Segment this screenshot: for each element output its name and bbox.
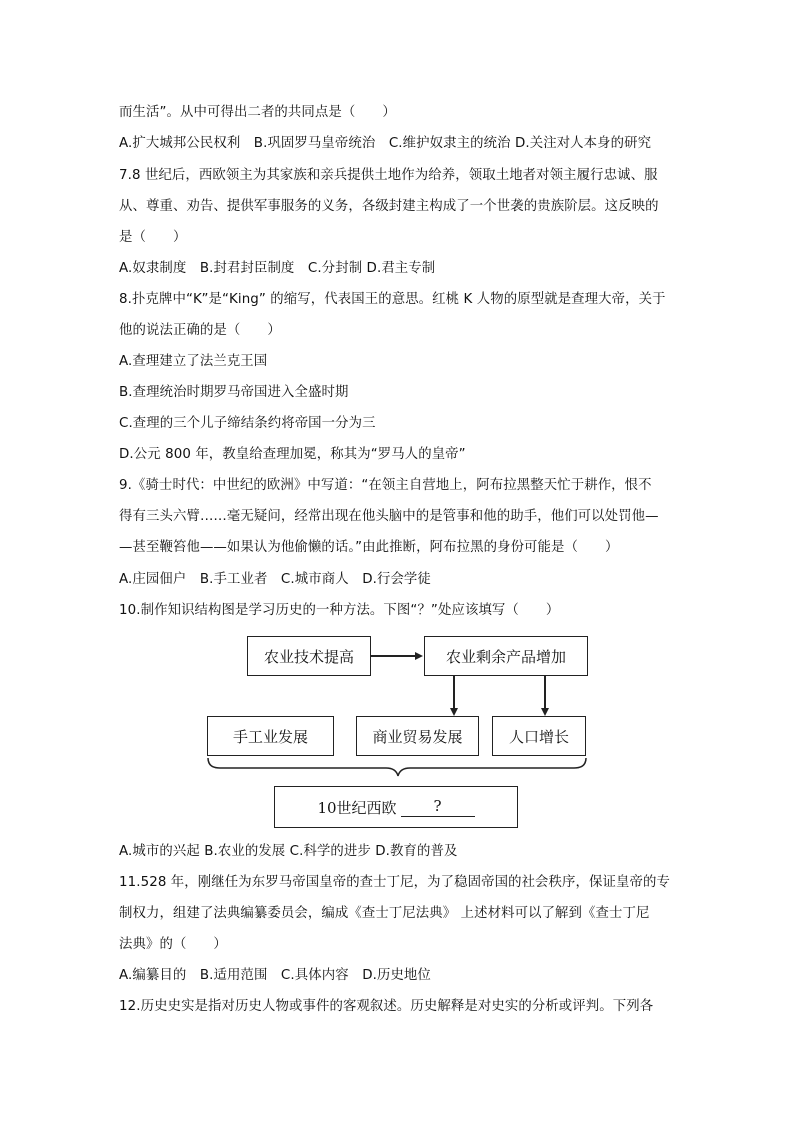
q8-option-c: C.查理的三个儿子缔结条约将帝国一分为三 xyxy=(119,416,376,431)
q7-stem-2: 从、尊重、劝告、提供军事服务的义务，各级封建主构成了一个世袭的贵族阶层。这反映的 xyxy=(119,199,659,214)
box-result xyxy=(274,786,518,828)
q9-options: A.庄园佃户 B.手工业者 C.城市商人 D.行会学徒 xyxy=(119,572,431,587)
q11-stem-3: 法典》的（ ） xyxy=(119,937,227,952)
q11-stem-1: 11.528 年，刚继任为东罗马帝国皇帝的查士丁尼，为了稳固帝国的社会秩序，保证皇帝的专 xyxy=(119,875,670,890)
arrow-down-1 xyxy=(453,676,455,708)
q10-stem: 10.制作知识结构图是学习历史的一种方法。下图“？”处应该填写（ ） xyxy=(119,603,560,618)
box-trade: 商业贸易发展 xyxy=(356,716,479,756)
arrow-right xyxy=(371,655,415,657)
result-blank: ? xyxy=(401,798,475,817)
q9-stem-3: —甚至鞭笞他——如果认为他偷懒的话。”由此推断，阿布拉黑的身份可能是（ ） xyxy=(119,540,619,555)
q8-option-d: D.公元 800 年，教皇给查理加冕，称其为“罗马人的皇帝” xyxy=(119,447,466,462)
q12-stem: 12.历史史实是指对历史人物或事件的客观叙述。历史解释是对史实的分析或评判。下列各 xyxy=(119,999,654,1014)
q8-stem-2: 他的说法正确的是（ ） xyxy=(119,323,281,338)
q11-options: A.编纂目的 B.适用范围 C.具体内容 D.历史地位 xyxy=(119,968,431,983)
q8-stem-1: 8.扑克牌中“K”是“King” 的缩写，代表国王的意思。红桃 K 人物的原型就是查理大帝，关于 xyxy=(119,292,666,307)
arrow-down-1-head xyxy=(450,708,458,716)
arrow-down-2-head xyxy=(541,708,549,716)
q7-stem-3: 是（ ） xyxy=(119,230,187,245)
q9-stem-2: 得有三头六臂……毫无疑问，经常出现在他头脑中的是管事和他的助手，他们可以处罚他— xyxy=(119,509,659,524)
box-handicraft: 手工业发展 xyxy=(207,716,334,756)
box-tech-improvement: 农业技术提高 xyxy=(247,636,371,676)
text-line: 而生活”。从中可得出二者的共同点是（ ） xyxy=(119,105,396,120)
q8-option-b: B.查理统治时期罗马帝国进入全盛时期 xyxy=(119,385,349,400)
q9-stem-1: 9.《骑士时代：中世纪的欧洲》中写道：“在领主自营地上，阿布拉黑整天忙于耕作，恨不 xyxy=(119,478,652,493)
box-population: 人口增长 xyxy=(492,716,586,756)
q8-option-a: A.查理建立了法兰克王国 xyxy=(119,354,268,369)
q7-options: A.奴隶制度 B.封君封臣制度 C.分封制 D.君主专制 xyxy=(119,261,436,276)
q6-options: A.扩大城邦公民权利 B.巩固罗马皇帝统治 C.维护奴隶主的统治 D.关注对人本身的研究 xyxy=(119,136,652,151)
q7-stem-1: 7.8 世纪后，西欧领主为其家族和亲兵提供土地作为给养，领取土地者对领主履行忠诚、服 xyxy=(119,168,658,183)
arrow-right-head xyxy=(415,652,423,660)
result-prefix: 10世纪西欧 xyxy=(317,798,397,817)
arrow-down-2 xyxy=(544,676,546,708)
q11-stem-2: 制权力，组建了法典编纂委员会，编成《查士丁尼法典》 上述材料可以了解到《查士丁尼 xyxy=(119,906,650,921)
knowledge-structure-diagram xyxy=(200,632,600,832)
q10-options: A.城市的兴起 B.农业的发展 C.科学的进步 D.教育的普及 xyxy=(119,844,458,859)
brace xyxy=(200,756,600,778)
box-surplus-increase: 农业剩余产品增加 xyxy=(424,636,588,676)
